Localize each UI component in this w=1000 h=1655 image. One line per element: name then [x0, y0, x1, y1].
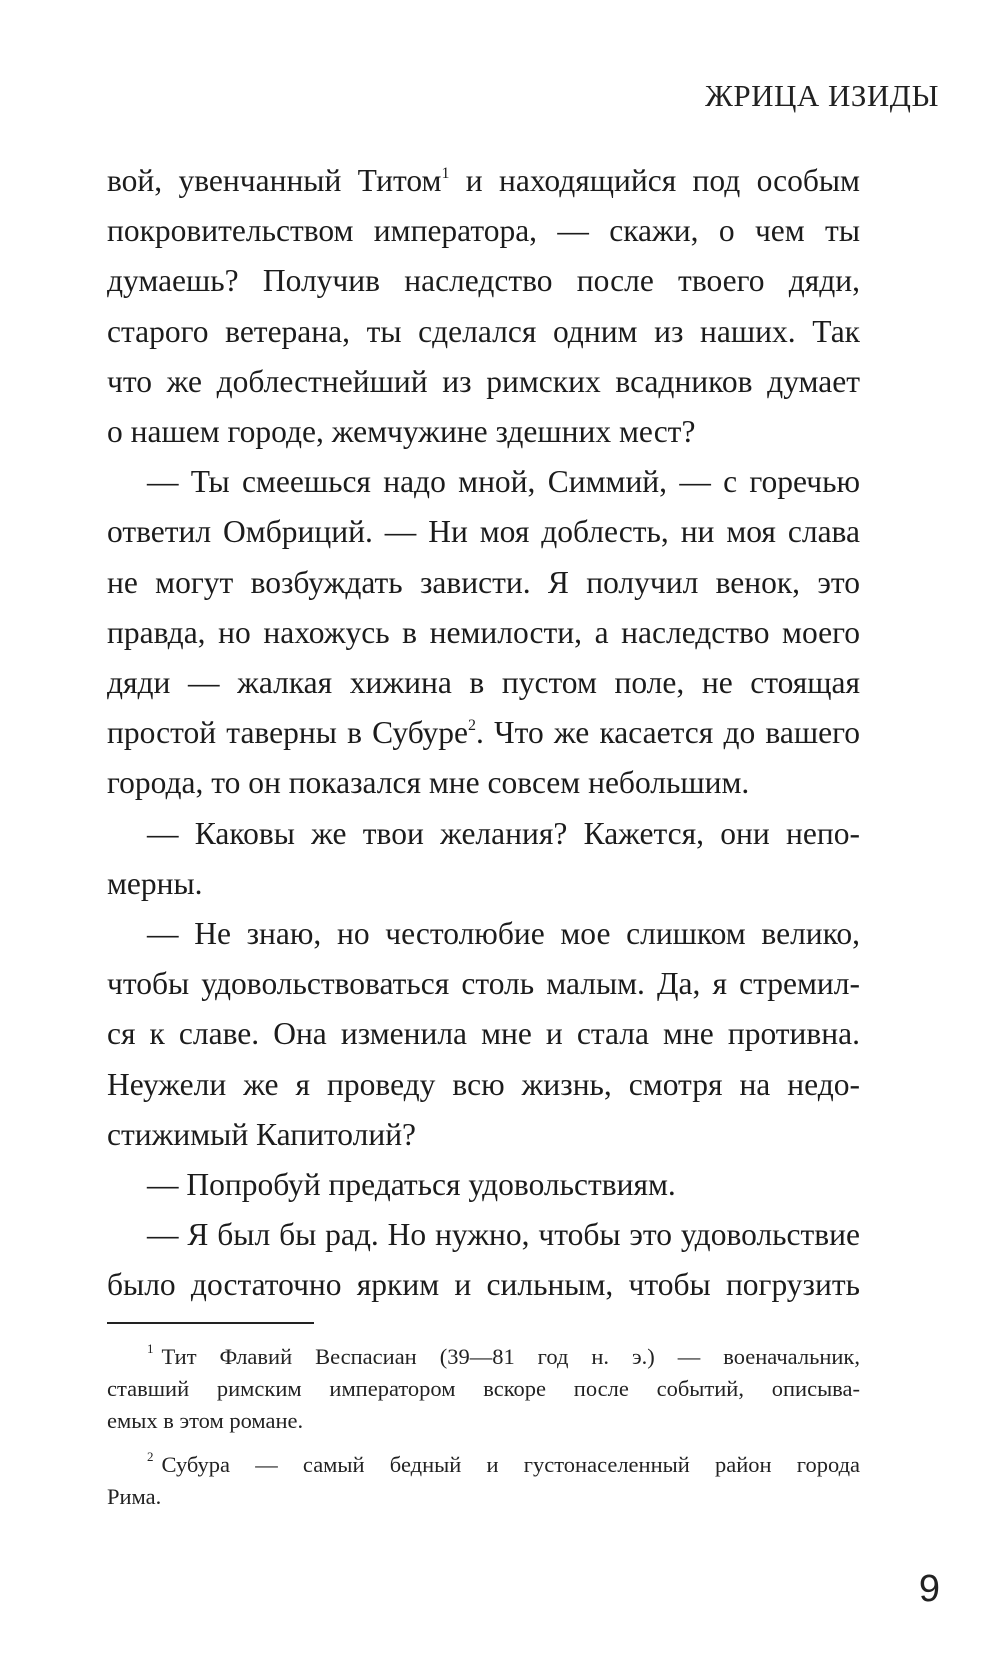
footnote-line: Рима.: [107, 1484, 162, 1509]
text-line: города, то он показался мне совсем небольшим.: [107, 765, 750, 801]
text-line: — Каковы же твои желания? Кажется, они непо-: [147, 815, 860, 851]
text-line: дяди — жалкая хижина в пустом поле, не стоящая: [107, 665, 860, 701]
footnote-2: [107, 1449, 860, 1513]
footnote-separator: [107, 1322, 314, 1324]
footnote-mark: 1: [147, 1340, 154, 1356]
text-line: вой, увенчанный Титом$^1$ и находящийся под особым: [107, 163, 860, 198]
footnote-line: $^2$ Субура — самый бедный и густонаселенный район города: [147, 1448, 860, 1477]
text-line: ся к славе. Она изменила мне и стала мне противна.: [107, 1016, 860, 1052]
running-title: ЖРИЦА ИЗИДЫ: [705, 78, 939, 113]
footnotes: [107, 1341, 860, 1513]
text-line: мерны.: [107, 865, 203, 901]
text-line: — Попробуй предаться удовольствиям.: [147, 1167, 676, 1203]
text-line: что же доблестнейший из римских всадников думает: [107, 363, 860, 399]
text-line: старого ветерана, ты сделался одним из наших. Так: [107, 313, 860, 349]
footnote-ref-1[interactable]: 1: [441, 164, 450, 182]
text-line: чтобы удовольствоваться столь малым. Да, я стремил-: [107, 966, 860, 1002]
page-number: 9: [918, 1568, 940, 1610]
text-line: не могут возбуждать зависти. Я получил венок, это: [107, 564, 860, 600]
footnote-1: [107, 1341, 860, 1437]
text-line: Неужели же я проведу всю жизнь, смотря на недо-: [107, 1066, 860, 1102]
text-line: — Не знаю, но честолюбие мое слишком велико,: [147, 916, 860, 952]
text-line: думаешь? Получив наследство после твоего дяди,: [107, 263, 860, 299]
text-line: — Ты смеешься надо мной, Симмий, — с горечью: [147, 464, 860, 500]
text-line: правда, но нахожусь в немилости, а наследство моего: [107, 614, 860, 650]
text-line: стижимый Капитолий?: [107, 1116, 417, 1152]
text-line: покровительством императора, — скажи, о чем ты: [107, 213, 860, 249]
text-line: простой таверны в Субуре$^2$. Что же касается до вашего: [107, 715, 860, 751]
body-text: [107, 156, 860, 1311]
text-line: ответил Омбриций. — Ни моя доблесть, ни моя слава: [107, 514, 860, 550]
footnote-ref-2[interactable]: 2: [468, 716, 477, 734]
footnote-line: емых в этом романе.: [107, 1408, 304, 1433]
text-line: — Я был бы рад. Но нужно, чтобы это удовольствие: [147, 1217, 860, 1253]
footnote-line: ставший римским императором вскоре после событий, описыва-: [107, 1376, 860, 1401]
footnote-mark: 2: [147, 1448, 154, 1464]
footnote-line: $^1$ Тит Флавий Веспасиан (39—81 год н. э.) — военачальник,: [147, 1340, 860, 1369]
text-line: было достаточно ярким и сильным, чтобы погрузить: [107, 1267, 860, 1303]
text-line: о нашем городе, жемчужине здешних мест?: [107, 414, 696, 450]
